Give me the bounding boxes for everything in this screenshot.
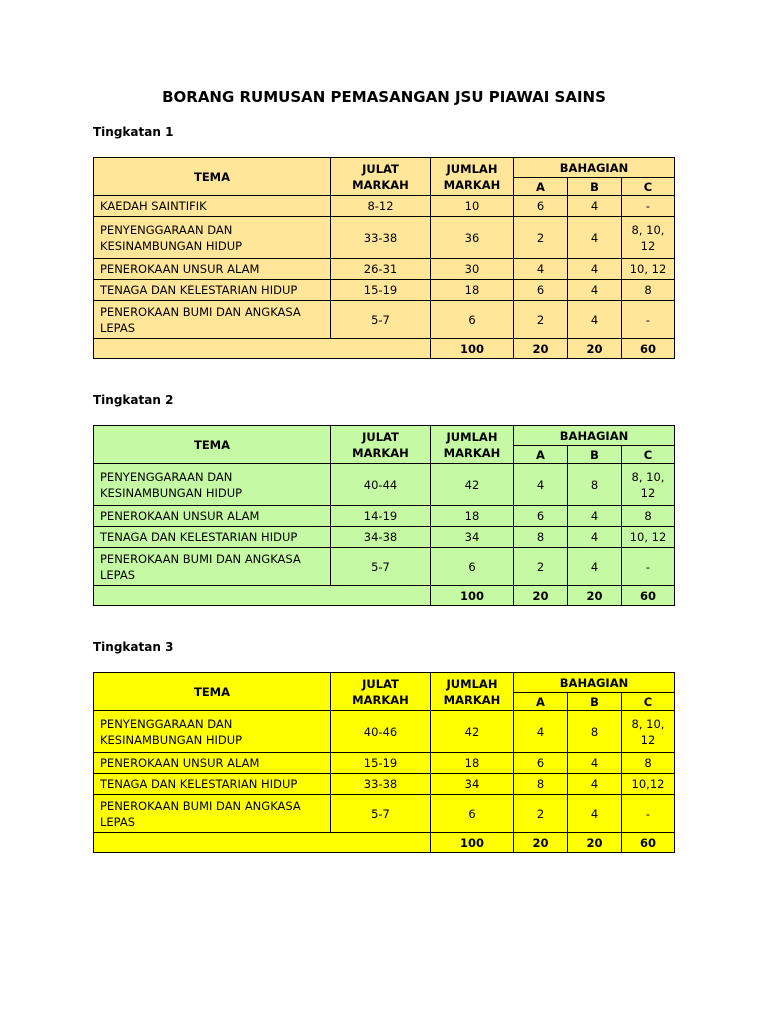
cell-a: 4 xyxy=(514,259,568,280)
cell-c: 10, 12 xyxy=(622,259,675,280)
header-b: B xyxy=(568,446,622,464)
table-tingkatan-1 xyxy=(93,157,675,359)
cell-tema: PENYENGGARAAN DAN KESINAMBUNGAN HIDUP xyxy=(94,464,331,506)
cell-c: 8 xyxy=(622,753,675,774)
total-jumlah: 100 xyxy=(431,833,514,853)
cell-c: 8, 10, 12 xyxy=(622,464,675,506)
cell-b: 4 xyxy=(568,527,622,548)
cell-a: 2 xyxy=(514,301,568,339)
cell-b: 4 xyxy=(568,259,622,280)
cell-a: 2 xyxy=(514,217,568,259)
header-b: B xyxy=(568,693,622,711)
total-c: 60 xyxy=(622,833,675,853)
cell-julat: 26-31 xyxy=(331,259,431,280)
cell-a: 4 xyxy=(514,464,568,506)
cell-julat: 15-19 xyxy=(331,753,431,774)
total-c: 60 xyxy=(622,339,675,359)
cell-jumlah: 6 xyxy=(431,795,514,833)
table-row xyxy=(94,301,675,339)
cell-a: 2 xyxy=(514,548,568,586)
cell-jumlah: 6 xyxy=(431,548,514,586)
cell-jumlah: 30 xyxy=(431,259,514,280)
table-row xyxy=(94,196,675,217)
header-julat-markah: JULAT MARKAH xyxy=(331,426,431,464)
header-tema: TEMA xyxy=(94,158,331,196)
cell-tema: PENEROKAAN UNSUR ALAM xyxy=(94,753,331,774)
header-b: B xyxy=(568,178,622,196)
cell-tema: TENAGA DAN KELESTARIAN HIDUP xyxy=(94,280,331,301)
cell-jumlah: 42 xyxy=(431,711,514,753)
cell-b: 4 xyxy=(568,548,622,586)
table-row xyxy=(94,774,675,795)
cell-c: 8, 10, 12 xyxy=(622,217,675,259)
total-blank-cell xyxy=(94,339,431,359)
cell-julat: 5-7 xyxy=(331,301,431,339)
cell-a: 8 xyxy=(514,774,568,795)
header-tema: TEMA xyxy=(94,673,331,711)
cell-c: 10,12 xyxy=(622,774,675,795)
header-a: A xyxy=(514,446,568,464)
table-row xyxy=(94,753,675,774)
section-label-tingkatan-3: Tingkatan 3 xyxy=(93,640,174,654)
section-label-tingkatan-2: Tingkatan 2 xyxy=(93,393,174,407)
total-c: 60 xyxy=(622,586,675,606)
cell-b: 8 xyxy=(568,711,622,753)
cell-b: 4 xyxy=(568,774,622,795)
total-blank-cell xyxy=(94,586,431,606)
header-c: C xyxy=(622,178,675,196)
cell-b: 4 xyxy=(568,795,622,833)
cell-jumlah: 36 xyxy=(431,217,514,259)
cell-b: 4 xyxy=(568,196,622,217)
cell-b: 4 xyxy=(568,753,622,774)
cell-tema: PENEROKAAN BUMI DAN ANGKASA LEPAS xyxy=(94,795,331,833)
header-a: A xyxy=(514,178,568,196)
total-a: 20 xyxy=(514,586,568,606)
cell-tema: KAEDAH SAINTIFIK xyxy=(94,196,331,217)
cell-a: 6 xyxy=(514,280,568,301)
cell-tema: PENYENGGARAAN DAN KESINAMBUNGAN HIDUP xyxy=(94,217,331,259)
total-b: 20 xyxy=(568,339,622,359)
cell-jumlah: 6 xyxy=(431,301,514,339)
table-row xyxy=(94,711,675,753)
header-bahagian: BAHAGIAN xyxy=(514,673,675,693)
header-c: C xyxy=(622,446,675,464)
table-row xyxy=(94,280,675,301)
total-row xyxy=(94,586,675,606)
cell-julat: 40-44 xyxy=(331,464,431,506)
cell-a: 6 xyxy=(514,506,568,527)
cell-c: 8 xyxy=(622,280,675,301)
header-a: A xyxy=(514,693,568,711)
cell-c: 10, 12 xyxy=(622,527,675,548)
cell-julat: 5-7 xyxy=(331,795,431,833)
cell-julat: 34-38 xyxy=(331,527,431,548)
table-row xyxy=(94,464,675,506)
cell-jumlah: 18 xyxy=(431,753,514,774)
total-a: 20 xyxy=(514,339,568,359)
cell-tema: PENEROKAAN UNSUR ALAM xyxy=(94,506,331,527)
cell-tema: PENEROKAAN BUMI DAN ANGKASA LEPAS xyxy=(94,548,331,586)
cell-c: - xyxy=(622,548,675,586)
cell-tema: PENEROKAAN UNSUR ALAM xyxy=(94,259,331,280)
cell-julat: 14-19 xyxy=(331,506,431,527)
total-a: 20 xyxy=(514,833,568,853)
total-jumlah: 100 xyxy=(431,339,514,359)
total-b: 20 xyxy=(568,586,622,606)
table-row xyxy=(94,259,675,280)
cell-a: 4 xyxy=(514,711,568,753)
document-title: BORANG RUMUSAN PEMASANGAN JSU PIAWAI SAINS xyxy=(162,88,606,106)
header-jumlah-markah: JUMLAH MARKAH xyxy=(431,426,514,464)
cell-tema: TENAGA DAN KELESTARIAN HIDUP xyxy=(94,527,331,548)
cell-b: 4 xyxy=(568,280,622,301)
cell-julat: 40-46 xyxy=(331,711,431,753)
cell-jumlah: 10 xyxy=(431,196,514,217)
cell-a: 8 xyxy=(514,527,568,548)
cell-jumlah: 34 xyxy=(431,774,514,795)
cell-c: 8 xyxy=(622,506,675,527)
cell-jumlah: 18 xyxy=(431,506,514,527)
cell-b: 4 xyxy=(568,506,622,527)
header-bahagian: BAHAGIAN xyxy=(514,158,675,178)
cell-a: 6 xyxy=(514,753,568,774)
cell-b: 4 xyxy=(568,217,622,259)
header-tema: TEMA xyxy=(94,426,331,464)
table-row xyxy=(94,217,675,259)
cell-jumlah: 18 xyxy=(431,280,514,301)
cell-julat: 5-7 xyxy=(331,548,431,586)
table-row xyxy=(94,506,675,527)
header-julat-markah: JULAT MARKAH xyxy=(331,673,431,711)
table-tingkatan-2 xyxy=(93,425,675,606)
cell-c: 8, 10, 12 xyxy=(622,711,675,753)
total-row xyxy=(94,339,675,359)
cell-tema: PENYENGGARAAN DAN KESINAMBUNGAN HIDUP xyxy=(94,711,331,753)
total-row xyxy=(94,833,675,853)
header-julat-markah: JULAT MARKAH xyxy=(331,158,431,196)
cell-julat: 15-19 xyxy=(331,280,431,301)
cell-a: 2 xyxy=(514,795,568,833)
cell-julat: 33-38 xyxy=(331,774,431,795)
header-jumlah-markah: JUMLAH MARKAH xyxy=(431,158,514,196)
cell-jumlah: 34 xyxy=(431,527,514,548)
total-b: 20 xyxy=(568,833,622,853)
table-row xyxy=(94,548,675,586)
cell-b: 4 xyxy=(568,301,622,339)
cell-jumlah: 42 xyxy=(431,464,514,506)
header-c: C xyxy=(622,693,675,711)
cell-c: - xyxy=(622,301,675,339)
cell-julat: 33-38 xyxy=(331,217,431,259)
cell-julat: 8-12 xyxy=(331,196,431,217)
total-blank-cell xyxy=(94,833,431,853)
cell-tema: TENAGA DAN KELESTARIAN HIDUP xyxy=(94,774,331,795)
table-row xyxy=(94,527,675,548)
cell-a: 6 xyxy=(514,196,568,217)
cell-c: - xyxy=(622,196,675,217)
cell-c: - xyxy=(622,795,675,833)
total-jumlah: 100 xyxy=(431,586,514,606)
header-jumlah-markah: JUMLAH MARKAH xyxy=(431,673,514,711)
section-label-tingkatan-1: Tingkatan 1 xyxy=(93,125,174,139)
table-row xyxy=(94,795,675,833)
header-bahagian: BAHAGIAN xyxy=(514,426,675,446)
cell-tema: PENEROKAAN BUMI DAN ANGKASA LEPAS xyxy=(94,301,331,339)
cell-b: 8 xyxy=(568,464,622,506)
table-tingkatan-3 xyxy=(93,672,675,853)
